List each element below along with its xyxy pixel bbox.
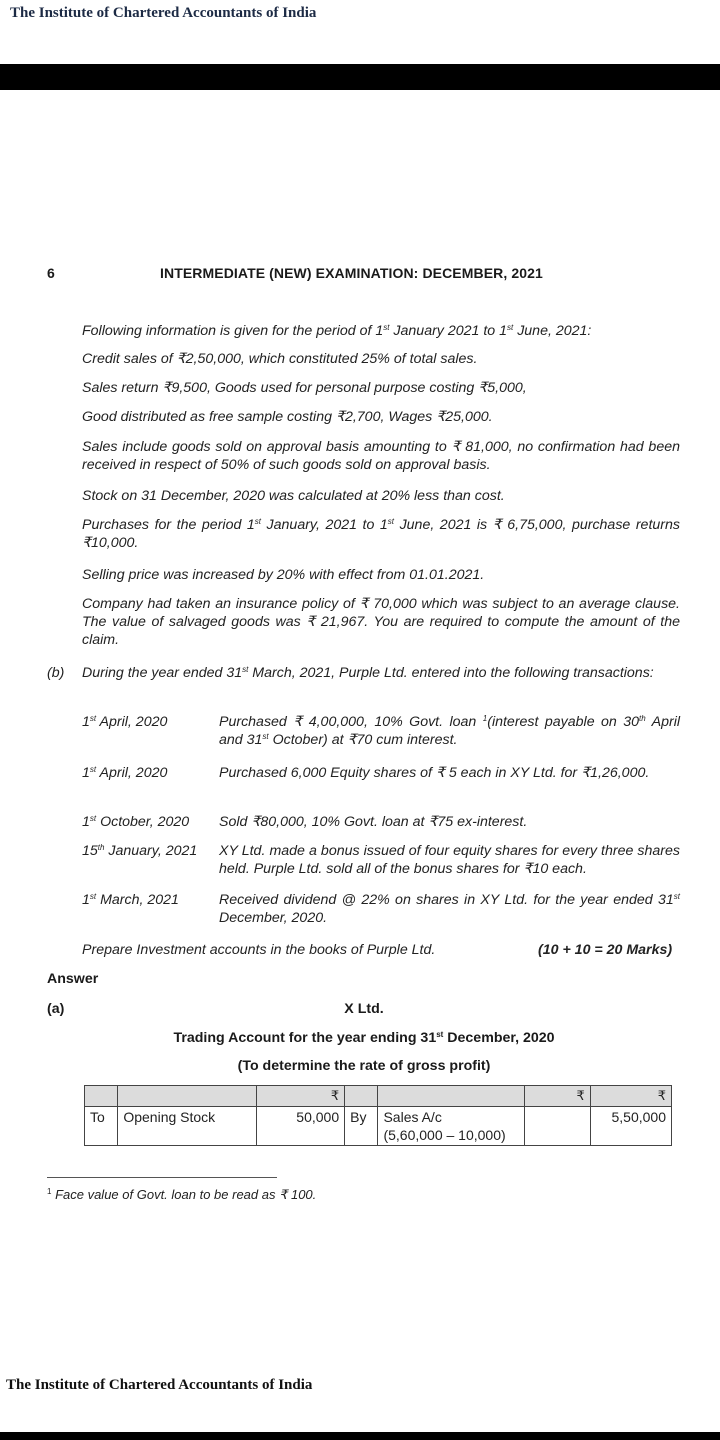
- rupee-header: ₹: [590, 1086, 671, 1107]
- page-edge-mark: [0, 5, 6, 19]
- transaction-date: 1st April, 2020: [82, 714, 168, 730]
- header-cell: [378, 1086, 525, 1107]
- cr-amount-inner: [525, 1107, 591, 1146]
- selling-price-line: Selling price was increased by 20% with effect from 01.01.2021.: [82, 567, 485, 583]
- footnote-text: Face value of Govt. loan to be read as ₹ 100.: [51, 1187, 317, 1202]
- sales-return-line: Sales return ₹9,500, Goods used for personal purpose costing ₹5,000,: [82, 380, 527, 396]
- bottom-org-footer: [0, 1377, 312, 1394]
- account-title: Trading Account for the year ending 31st December, 2020: [173, 1030, 555, 1046]
- cr-prefix: By: [345, 1107, 378, 1146]
- header-cell: [85, 1086, 118, 1107]
- transaction-date: 1st April, 2020: [82, 765, 168, 781]
- answer-part-label: (a): [47, 1001, 65, 1017]
- answer-heading: Answer: [47, 971, 99, 987]
- page-separator-bar: [0, 1432, 720, 1440]
- trading-account-table: [84, 1085, 672, 1146]
- footnote-ref[interactable]: 1: [482, 714, 488, 723]
- exam-title: INTERMEDIATE (NEW) EXAMINATION: DECEMBER, 2021: [160, 265, 543, 281]
- cr-amount: 5,50,000: [590, 1107, 671, 1146]
- approval-basis-para: Sales include goods sold on approval basis amounting to ₹ 81,000, no confirmation had been received in respect of 50% of such goods sold on approval basis.: [82, 439, 680, 473]
- purchases-para: Purchases for the period 1st January, 2021 to 1st June, 2021 is ₹ 6,75,000, purchase returns ₹10,000.: [82, 517, 680, 551]
- footnote: [47, 1187, 316, 1203]
- table-header-row: [85, 1086, 672, 1107]
- top-org-name: The Institute of Chartered Accountants of India: [10, 5, 317, 21]
- transaction-text: Received dividend @ 22% on shares in XY Ltd. for the year ended 31st December, 2020.: [219, 892, 680, 926]
- transaction-date: 15th January, 2021: [82, 843, 198, 859]
- page-number: 6: [47, 265, 55, 281]
- transaction-text: Sold ₹80,000, 10% Govt. loan at ₹75 ex-interest.: [219, 814, 528, 830]
- page-separator-bar: [0, 64, 720, 90]
- dr-particular: Opening Stock: [118, 1107, 257, 1146]
- bottom-org-name: The Institute of Chartered Accountants of India: [6, 1377, 313, 1393]
- intro-line: Following information is given for the period of 1st January 2021 to 1st June, 2021:: [82, 323, 592, 339]
- rupee-header: ₹: [525, 1086, 591, 1107]
- part-b-label: (b): [47, 665, 65, 681]
- transaction-text: XY Ltd. made a bonus issued of four equity shares for every three shares held. Purple Ltd. sold all of the bonus shares for ₹10 each.: [219, 843, 680, 877]
- dr-amount: 50,000: [257, 1107, 345, 1146]
- account-subtitle: (To determine the rate of gross profit): [237, 1058, 491, 1074]
- marks-label: (10 + 10 = 20 Marks): [538, 942, 673, 958]
- cr-particular-name: Sales A/c: [383, 1109, 442, 1125]
- free-sample-line: Good distributed as free sample costing ₹2,700, Wages ₹25,000.: [82, 409, 493, 425]
- insurance-para: Company had taken an insurance policy of ₹ 70,000 which was subject to an average clause. The value of salvaged goods was ₹ 21,967. You are required to compute the amount of the claim.: [82, 596, 680, 648]
- header-cell: [345, 1086, 378, 1107]
- company-name: X Ltd.: [344, 1001, 384, 1017]
- footnote-marker: 1: [47, 1187, 52, 1196]
- table-row: [85, 1107, 672, 1146]
- dr-prefix: To: [85, 1107, 118, 1146]
- stock-line: Stock on 31 December, 2020 was calculated at 20% less than cost.: [82, 488, 505, 504]
- transaction-date: 1st March, 2021: [82, 892, 179, 908]
- rupee-header: ₹: [257, 1086, 345, 1107]
- top-org-header: [0, 5, 316, 22]
- credit-sales-line: Credit sales of ₹2,50,000, which constituted 25% of total sales.: [82, 351, 478, 367]
- cr-particular: [378, 1107, 525, 1146]
- part-b-intro: During the year ended 31st March, 2021, Purple Ltd. entered into the following transactions:: [82, 665, 654, 681]
- cr-particular-detail: (5,60,000 – 10,000): [383, 1127, 506, 1143]
- transaction-date: 1st October, 2020: [82, 814, 190, 830]
- instruction-text: Prepare Investment accounts in the books of Purple Ltd.: [82, 942, 436, 958]
- transaction-text: Purchased ₹ 4,00,000, 10% Govt. loan $^1$(interest payable on 30th April and 31st October) at ₹70 cum interest.: [219, 714, 681, 748]
- footnote-rule: [47, 1177, 277, 1178]
- header-cell: [118, 1086, 257, 1107]
- transaction-text: Purchased 6,000 Equity shares of ₹ 5 each in XY Ltd. for ₹1,26,000.: [219, 765, 650, 781]
